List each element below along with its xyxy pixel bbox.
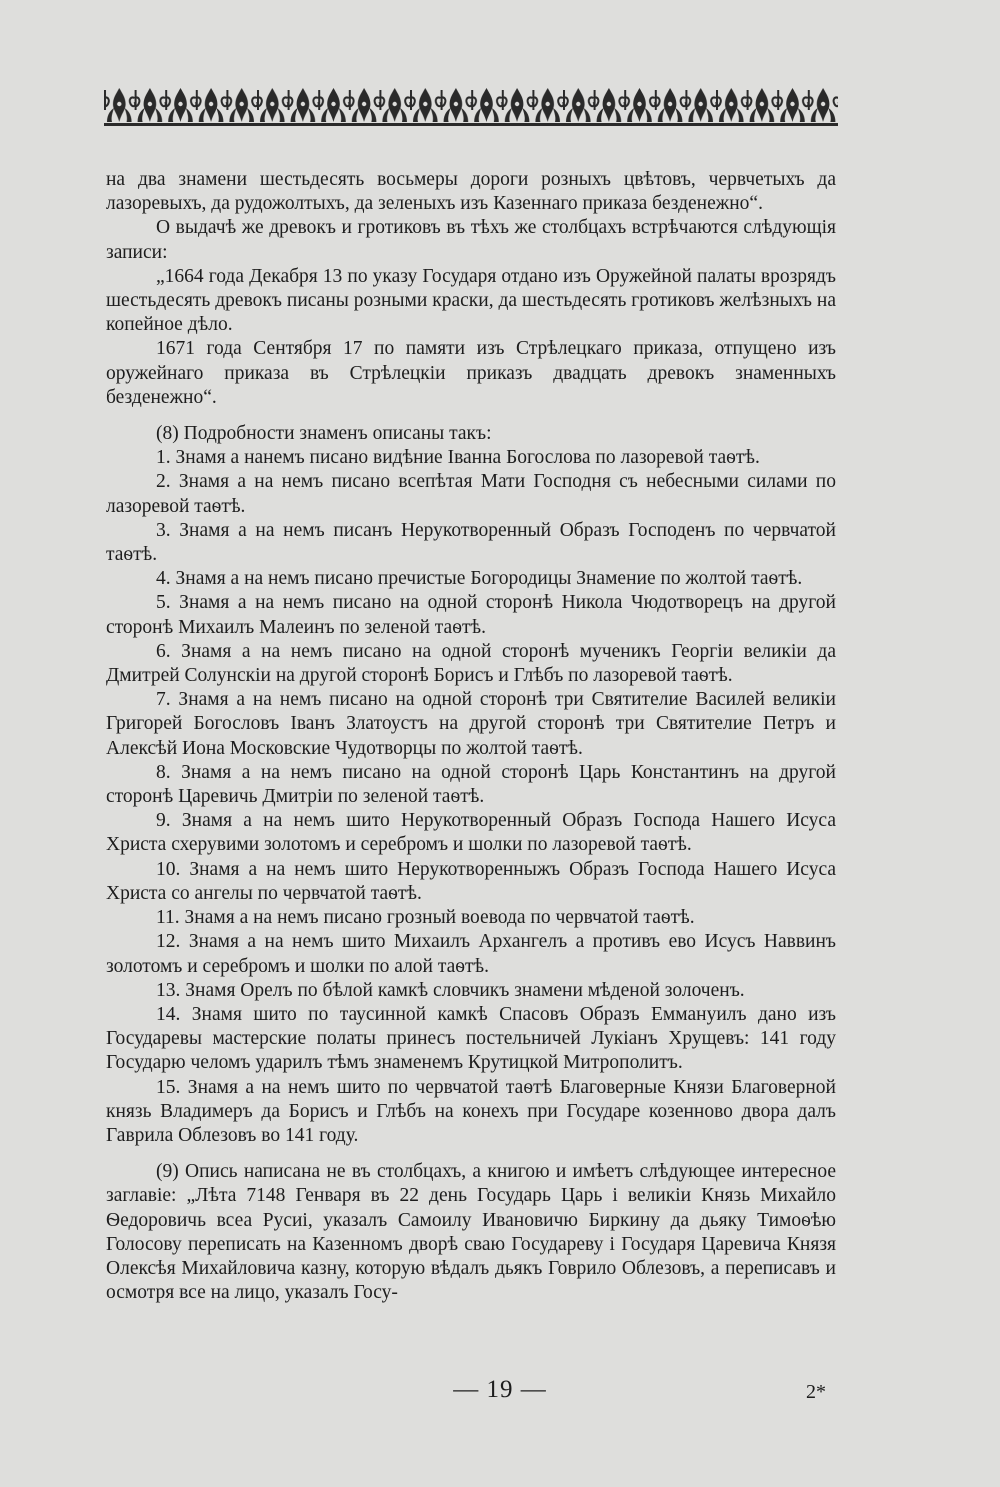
paragraph: 15. Знамя а на немъ шито по червчатой таѳтѣ Благоверные Князи Благоверной князь Владимеръ да Борисъ и Глѣбъ на конехъ при Государе козенново двора далъ Гаврила Облезовъ во 141 году. [106, 1076, 836, 1146]
paragraph: 10. Знамя а на немъ шито Нерукотворенныжъ Образъ Господа Нашего Исуса Христа со ангелы по червчатой таѳтѣ. [106, 858, 836, 904]
paragraph: на два знамени шестьдесять восьмеры дороги розныхъ цвѣтовъ, червчетыхъ да лазоревыхъ, да рудожолтыхъ, да зеленыхъ изъ Казеннаго приказа безденежно“. [106, 169, 836, 215]
signature-mark: 2* [806, 1381, 826, 1403]
ornament-band-icon [104, 84, 838, 128]
body-text [106, 168, 836, 1305]
paragraph: (9) Опись написана не въ столбцахъ, а книгою и имѣетъ слѣдующее интересное заглавiе: „Лѣта 7148 Генваря въ 22 день Государь Царь i великiи Князь Михайло Ѳедоровичь всеа Русиi, указалъ Самоилу Ивановичю Биркину да дьяку Тимоѳѣю Голосову переписать на Казенномъ дворѣ сваю Государеву i Государя Царевича Князя Олексѣя Михайловича казну, которую вѣдалъ дьякъ Говрило Облезовъ, а переписавъ и осмотря все на лицо, указалъ Госу- [106, 1161, 836, 1304]
paragraph: О выдачѣ же древокъ и гротиковъ въ тѣхъ же столбцахъ встрѣчаются слѣдующія записи: [106, 217, 836, 263]
paragraph: 12. Знамя а на немъ шито Михаилъ Архангелъ а противъ ево Исусъ Наввинъ золотомъ и серебромъ и шолки по алой таѳтѣ. [106, 931, 836, 977]
paragraph: 1671 года Сентября 17 по памяти изъ Стрѣлецкаго приказа, отпущено изъ оружейнаго приказа въ Стрѣлецкiи приказъ двадцать древокъ знаменныхъ безденежно“. [106, 338, 836, 408]
paragraph: 4. Знамя а на немъ писано пречистые Богородицы Знамение по жолтой таѳтѣ. [156, 568, 803, 590]
paragraph: 5. Знамя а на немъ писано на одной сторонѣ Никола Чюдотворецъ на другой сторонѣ Михаилъ Малеинъ по зеленой таѳтѣ. [106, 592, 836, 638]
paragraph: 13. Знамя Орелъ по бѣлой камкѣ словчикъ знамени мѣденой золоченъ. [156, 979, 745, 1001]
page-number: — 19 — [453, 1376, 547, 1403]
paragraph: (8) Подробности знаменъ описаны такъ: [156, 423, 492, 445]
paragraph: 6. Знамя а на немъ писано на одной сторонѣ мученикъ Георгiи великiи да Дмитрей Солунскiи на другой сторонѣ Борисъ и Глѣбъ по лазоревой таѳтѣ. [106, 640, 836, 687]
paragraph: 2. Знамя а на немъ писано всепѣтая Мати Господня съ небесными силами по лазоревой таѳтѣ. [106, 471, 836, 517]
paragraph: 11. Знамя а на немъ писано грозный воевода по червчатой таѳтѣ. [156, 907, 695, 929]
paragraph: 7. Знамя а на немъ писано на одной сторонѣ три Святителие Василей великiи Григорей Богословъ Iванъ Златоустъ на другой сторонѣ три Святителие Петръ и Алексѣй Иона Московские Чудотворцы по жолтой таѳтѣ. [106, 689, 836, 759]
paragraph: 3. Знамя а на немъ писанъ Нерукотворенный Образъ Господенъ по червчатой таѳтѣ. [106, 519, 836, 566]
paragraph: 8. Знамя а на немъ писано на одной сторонѣ Царь Константинъ на другой сторонѣ Царевичь Дмитрiи по зеленой таѳтѣ. [106, 761, 836, 808]
paragraph: 1. Знамя а нанемъ писано видѣние Iванна Богослова по лазоревой таѳтѣ. [156, 447, 760, 469]
paragraph: „1664 года Декабря 13 по указу Государя отдано изъ Оружейной палаты врозрядъ шестьдесять древокъ писаны розными краски, да шестьдесять гротиковъ желѣзныхъ на копейное дѣло. [106, 265, 836, 336]
paragraph: 14. Знамя шито по таусинной камкѣ Спасовъ Образъ Еммануилъ дано изъ Государевы мастерские полаты принесъ постельничей Лукiанъ Хрущевъ: 141 году Государю челомъ ударилъ тѣмъ знаменемъ Крутицкой Митрополитъ. [106, 1003, 836, 1074]
paragraph: 9. Знамя а на немъ шито Нерукотворенный Образъ Господа Нашего Исуса Христа схерувими золотомъ и серебромъ и шолки по лазоревой таѳтѣ. [106, 810, 836, 856]
